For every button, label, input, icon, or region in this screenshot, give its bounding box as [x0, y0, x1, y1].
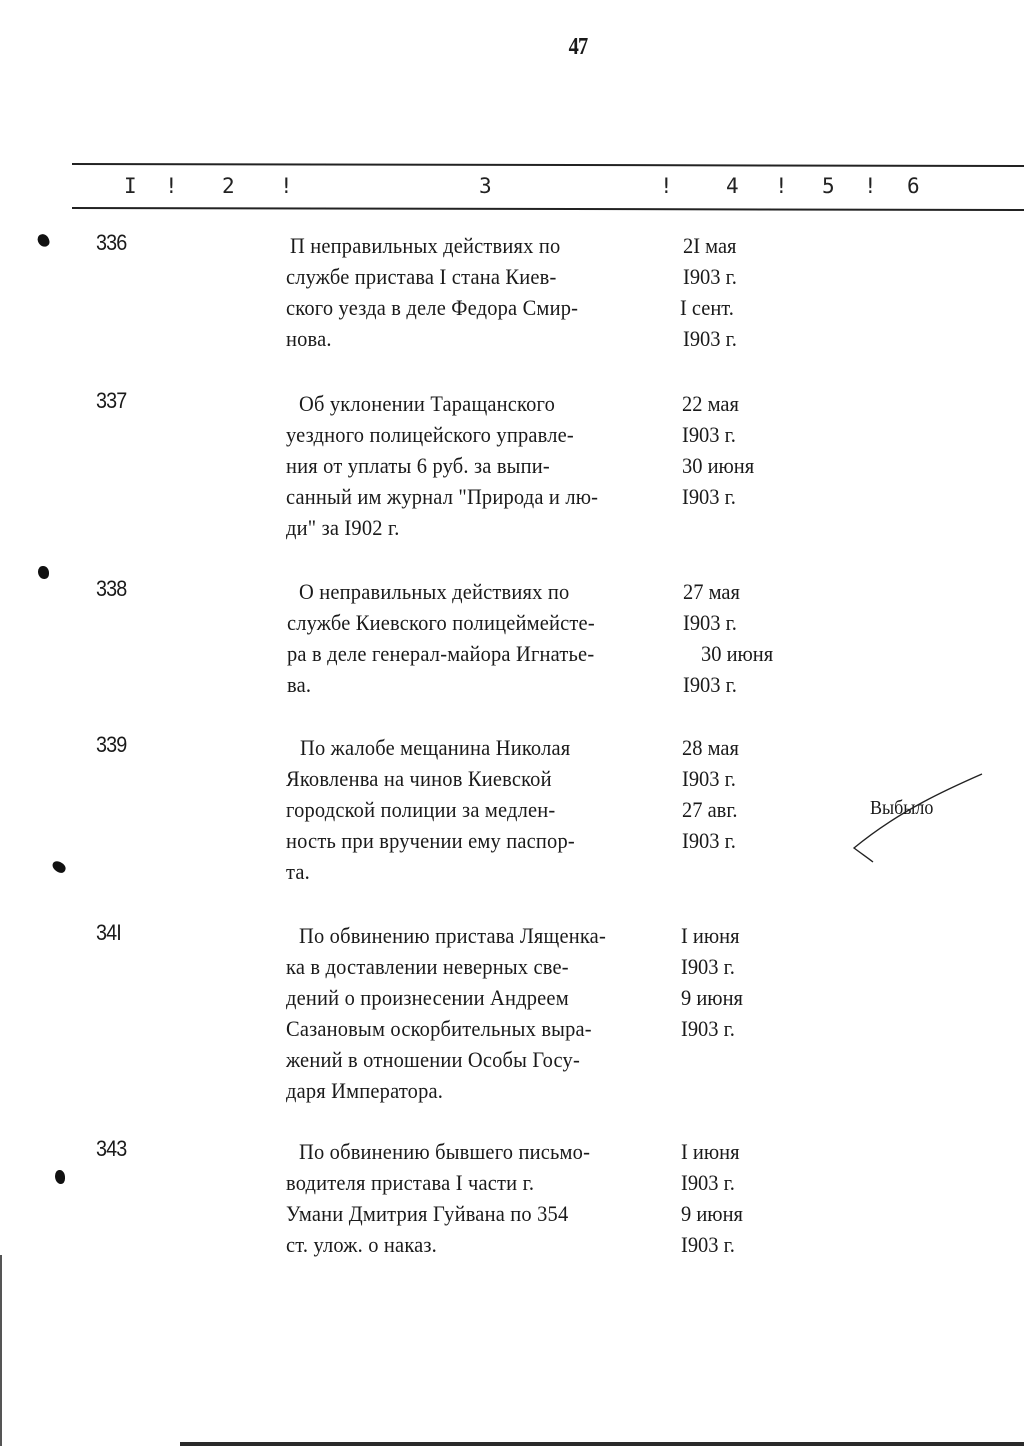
entry-description — [286, 732, 597, 887]
entry-dates — [683, 576, 779, 700]
entry-dates — [681, 1136, 748, 1260]
description-line: Яковленва на чинов Киевской — [286, 766, 552, 791]
punch-hole-icon — [36, 233, 51, 249]
date-line: 2I мая — [683, 233, 737, 258]
date-line: 9 июня — [681, 1201, 743, 1226]
description-line: П неправильных действиях по — [290, 233, 561, 258]
entry-description — [286, 388, 622, 543]
description-line: службе пристава I стана Киев- — [286, 264, 557, 289]
entry-description — [286, 230, 600, 354]
column-separator: ! — [660, 174, 673, 198]
description-line: Сазановым оскорбительных выра- — [286, 1016, 592, 1041]
description-line: По обвинению пристава Лященка- — [299, 923, 606, 948]
punch-hole-icon — [38, 566, 49, 579]
column-header-1: I — [124, 174, 137, 198]
description-line: жений в отношении Особы Госу- — [286, 1047, 580, 1072]
date-line: 27 авг. — [682, 797, 738, 822]
description-line: Об уклонении Таращанского — [299, 391, 556, 416]
description-line: даря Императора. — [286, 1078, 444, 1103]
date-line: I903 г. — [683, 326, 737, 351]
column-separator: ! — [165, 174, 178, 198]
entry-dates — [681, 920, 748, 1044]
description-line: уездного полицейского управле- — [286, 422, 574, 447]
entry-dates — [682, 388, 760, 512]
column-header-4: 4 — [726, 174, 739, 198]
description-line: та. — [286, 859, 310, 884]
date-line: I сент. — [680, 295, 734, 320]
entry-description — [287, 576, 618, 700]
page-number: 47 — [568, 34, 588, 60]
handwritten-strike-mark-icon — [840, 770, 990, 870]
column-header-6: 6 — [907, 174, 920, 198]
description-line: ния от уплаты 6 руб. за выпи- — [286, 453, 550, 478]
description-line: ди" за I902 г. — [286, 515, 400, 540]
scan-edge-left — [0, 1255, 2, 1446]
status-note-withdrawn: Выбыло — [870, 797, 934, 819]
entry-number: 337 — [96, 388, 127, 413]
description-line: санный им журнал "Природа и лю- — [286, 484, 599, 509]
column-separator: ! — [864, 174, 877, 198]
date-line: I903 г. — [681, 1170, 735, 1195]
column-separator: ! — [280, 174, 293, 198]
date-line: I903 г. — [683, 672, 737, 697]
entry-number: 343 — [96, 1136, 127, 1161]
date-line: 22 мая — [682, 391, 739, 416]
date-line: I июня — [681, 923, 740, 948]
header-rule-top — [72, 163, 1024, 167]
description-line: нова. — [286, 326, 332, 351]
description-line: службе Киевского полицеймейсте- — [287, 610, 595, 635]
description-line: водителя пристава I части г. — [286, 1170, 535, 1195]
description-line: ского уезда в деле Федора Смир- — [286, 295, 579, 320]
date-line: I июня — [681, 1139, 740, 1164]
date-line: I903 г. — [681, 1016, 735, 1041]
entry-number: 338 — [96, 576, 127, 601]
description-line: ст. улож. о наказ. — [286, 1232, 437, 1257]
entry-number: 336 — [96, 230, 127, 255]
entry-description — [286, 1136, 612, 1260]
date-line: I903 г. — [681, 1232, 735, 1257]
column-header-2: 2 — [222, 174, 235, 198]
date-line: I903 г. — [682, 484, 736, 509]
description-line: О неправильных действиях по — [299, 579, 570, 604]
description-line: городской полиции за медлен- — [286, 797, 556, 822]
description-line: ва. — [287, 672, 312, 697]
entry-number: 339 — [96, 732, 127, 757]
description-line: Умани Дмитрия Гуйвана по 354 — [286, 1201, 569, 1226]
description-line: ность при вручении ему паспор- — [286, 828, 575, 853]
date-line: 28 мая — [682, 735, 739, 760]
date-line: I903 г. — [681, 954, 735, 979]
punch-hole-icon — [55, 1170, 65, 1184]
description-line: По обвинению бывшего письмо- — [299, 1139, 591, 1164]
column-separator: ! — [775, 174, 788, 198]
description-line: ка в доставлении неверных све- — [286, 954, 569, 979]
date-line: I903 г. — [683, 264, 737, 289]
entry-description — [286, 920, 629, 1106]
punch-hole-icon — [51, 860, 68, 875]
date-line: 9 июня — [681, 985, 743, 1010]
date-line: 27 мая — [683, 579, 740, 604]
date-line: I903 г. — [683, 610, 737, 635]
column-header-3: 3 — [479, 174, 492, 198]
description-line: дений о произнесении Андреем — [286, 985, 569, 1010]
date-line: 30 июня — [701, 641, 774, 666]
scan-edge-bottom — [180, 1442, 1024, 1446]
description-line: ра в деле генерал-майора Игнатье- — [287, 641, 595, 666]
entry-dates — [682, 732, 743, 856]
column-header-5: 5 — [822, 174, 835, 198]
date-line: I903 г. — [682, 422, 736, 447]
entry-dates — [680, 230, 741, 354]
description-line: По жалобе мещанина Николая — [300, 735, 571, 760]
entry-number: 34I — [96, 920, 121, 945]
date-line: I903 г. — [682, 828, 736, 853]
date-line: I903 г. — [682, 766, 736, 791]
header-rule-bottom — [72, 207, 1024, 211]
date-line: 30 июня — [682, 453, 755, 478]
